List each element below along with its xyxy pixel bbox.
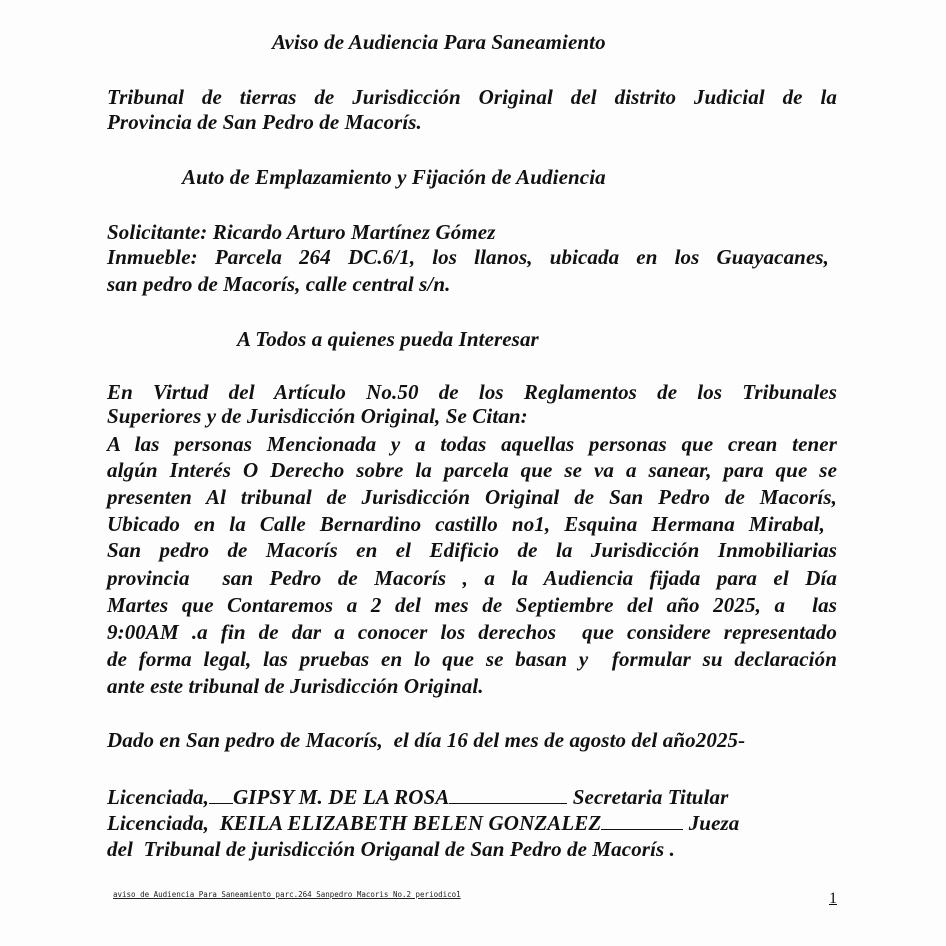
secretaria-role: Secretaria Titular [572, 785, 729, 809]
signature-blank [209, 784, 233, 804]
footer-file-reference: aviso de Audiencia Para Saneamiento parc.264 Sanpedro Macoris No.2 periodico1 [113, 890, 461, 899]
jueza-name: KEILA ELIZABETH BELEN GONZALEZ [219, 811, 602, 835]
signature-blank [601, 810, 683, 830]
body-line: ante este tribunal de Jurisdicción Original. [107, 674, 484, 698]
body-line: 9:00AM .a fin de dar a conocer los derechos que considere representado [107, 620, 837, 644]
signature-line-secretaria [107, 784, 728, 809]
solicitante: Solicitante: Ricardo Arturo Martínez Gómez [107, 220, 496, 244]
body-line: provincia san Pedro de Macorís , a la Audiencia fijada para el Día [107, 566, 837, 590]
tribunal-line-2: Provincia de San Pedro de Macorís. [107, 110, 422, 134]
to-whom-heading: A Todos a quienes pueda Interesar [237, 327, 539, 351]
tribunal-line-1: Tribunal de tierras de Jurisdicción Original del distrito Judicial de la [107, 85, 837, 109]
inmueble-line-2: san pedro de Macorís, calle central s/n. [107, 272, 451, 296]
jueza-role: Jueza [688, 811, 740, 835]
document-title: Aviso de Audiencia Para Saneamiento [272, 30, 606, 54]
signature-prefix: Licenciada, [107, 811, 209, 835]
signature-line-jueza [107, 810, 739, 835]
body-line: En Virtud del Artículo No.50 de los Reglamentos de los Tribunales [107, 380, 837, 404]
dado-line: Dado en San pedro de Macorís, el día 16 del mes de agosto del año2025- [107, 728, 746, 752]
inmueble-line-1: Inmueble: Parcela 264 DC.6/1, los llanos, ubicada en los Guayacanes, [107, 245, 829, 269]
auto-heading: Auto de Emplazamiento y Fijación de Audiencia [182, 165, 606, 189]
body-line: Superiores y de Jurisdicción Original, Se Citan: [107, 404, 528, 428]
signature-blank [449, 784, 567, 804]
body-line: de forma legal, las pruebas en lo que se basan y formular su declaración [107, 647, 837, 671]
secretaria-name: GIPSY M. DE LA ROSA [233, 785, 450, 809]
page-number: 1 [829, 890, 837, 907]
closing-line: del Tribunal de jurisdicción Origanal de San Pedro de Macorís . [107, 837, 675, 861]
body-line: Ubicado en la Calle Bernardino castillo no1, Esquina Hermana Mirabal, [107, 512, 825, 536]
body-line: San pedro de Macorís en el Edificio de la Jurisdicción Inmobiliarias [107, 538, 837, 562]
signature-prefix: Licenciada, [107, 785, 209, 809]
body-line: algún Interés O Derecho sobre la parcela que se va a sanear, para que se [107, 458, 837, 482]
body-line: A las personas Mencionada y a todas aquellas personas que crean tener [107, 432, 837, 456]
body-line: presenten Al tribunal de Jurisdicción Original de San Pedro de Macorís, [107, 485, 837, 509]
body-line: Martes que Contaremos a 2 del mes de Septiembre del año 2025, a las [107, 593, 837, 617]
